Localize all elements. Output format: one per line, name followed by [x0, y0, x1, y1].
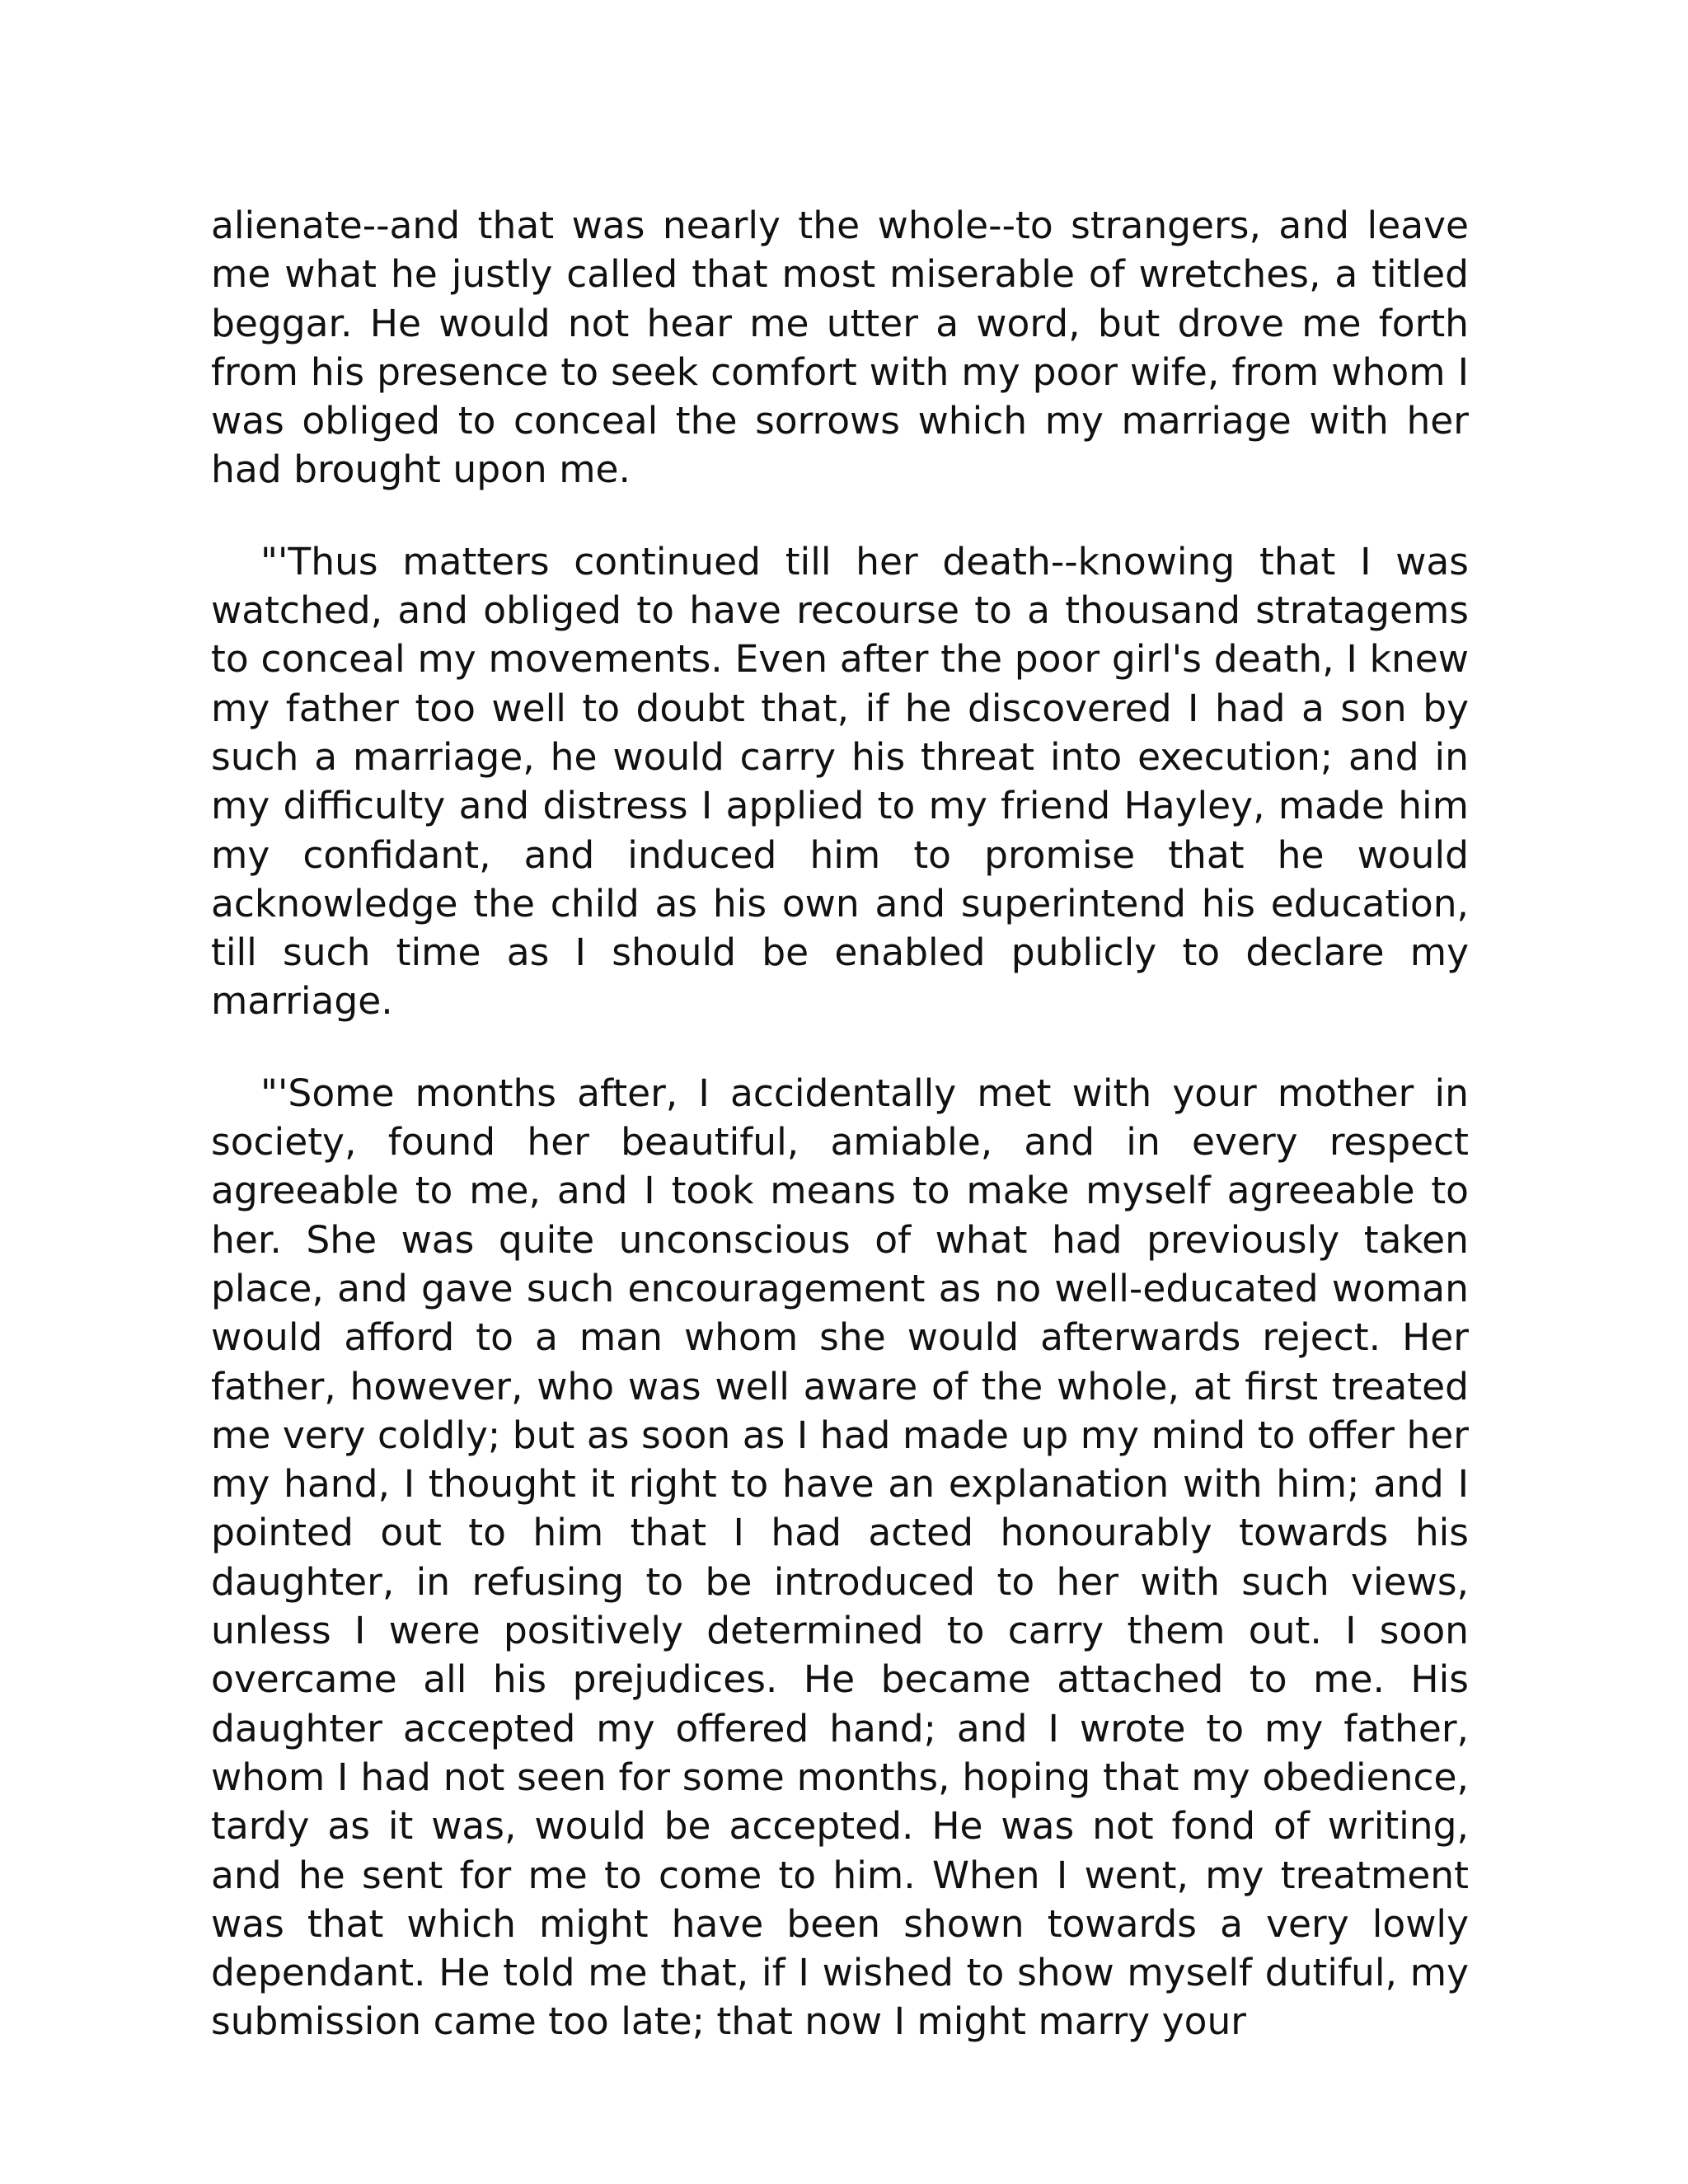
paragraph-3: "'Some months after, I accidentally met with your mother in society, found her beautiful, amiable, and in every respect agreeable to me, and I took means to make myself agreeable to her. She was quite unconscious of what had previously taken place, and gave such encouragement as no well-educated woman would afford to a man whom she would afterwards reject. Her father, however, who was well aware of the whole, at first treated me very coldly; but as soon as I had made up my mind to offer her my hand, I thought it right to have an explanation with him; and I pointed out to him that I had acted honourably towards his daughter, in refusing to be introduced to her with such views, unless I were positively determined to carry them out. I soon overcame all his prejudices. He became attached to me. His daughter accepted my offered hand; and I wrote to my father, whom I had not seen for some months, hoping that my obedience, tardy as it was, would be accepted. He was not fond of writing, and he sent for me to come to him. When I went, my treatment was that which might have been shown towards a very lowly dependant. He told me that, if I wished to show myself dutiful, my submission came too late; that now I might marry your — [211, 1071, 1469, 2044]
paragraph-1: alienate--and that was nearly the whole--to strangers, and leave me what he justly called that most miserable of wretches, a titled beggar. He would not hear me utter a word, but drove me forth from his presence to seek comfort with my poor wife, from whom I was obliged to conceal the sorrows which my marriage with her had brought upon me. — [211, 204, 1469, 492]
paragraph-2: "'Thus matters continued till her death--knowing that I was watched, and obliged to have recourse to a thousand stratagems to conceal my movements. Even after the poor girl's death, I knew my father too well to doubt that, if he discovered I had a son by such a marriage, he would carry his threat into execution; and in my difficulty and distress I applied to my friend Hayley, made him my confidant, and induced him to promise that he would acknowledge the child as his own and superintend his education, till such time as I should be enabled publicly to declare my marriage. — [211, 539, 1469, 1024]
page-body — [211, 201, 1469, 2089]
